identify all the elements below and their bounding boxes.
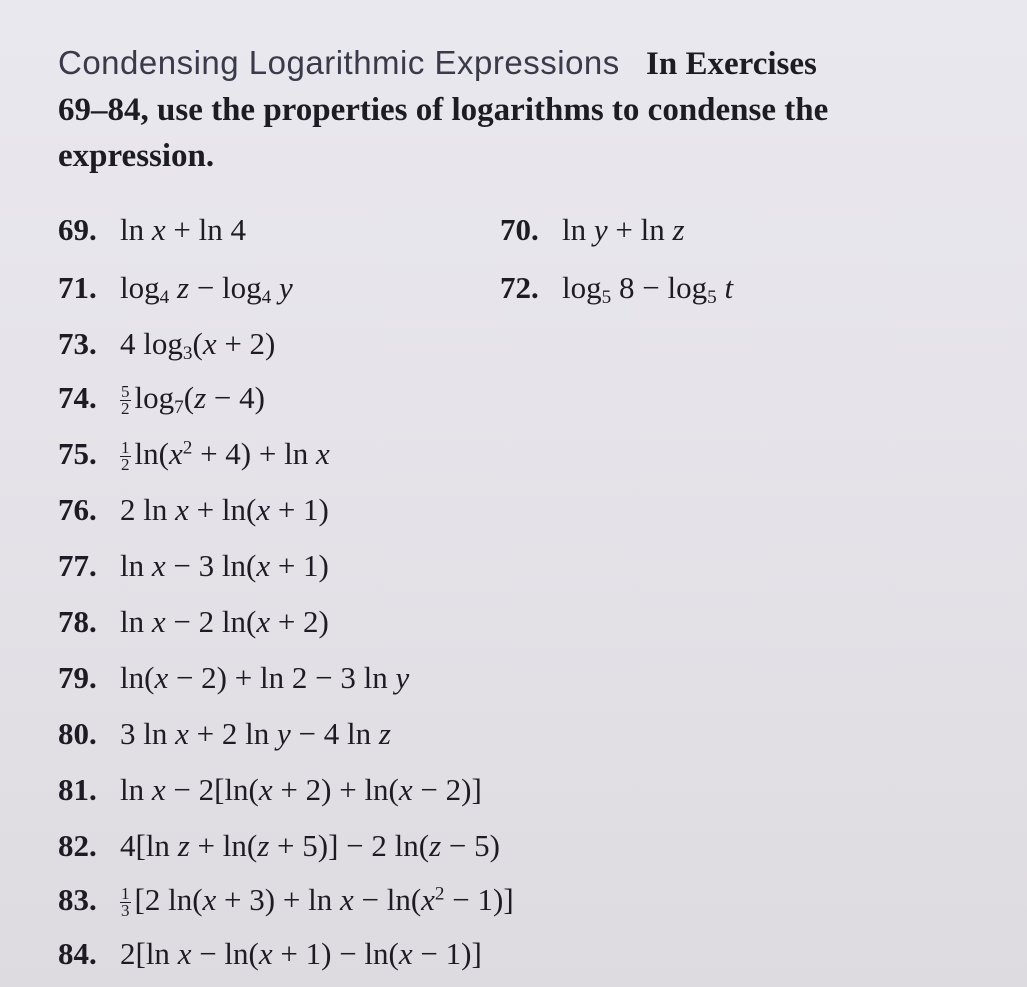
exercise-number: 71. [58, 270, 97, 305]
exercise-83 [58, 882, 514, 920]
exercise-75 [58, 436, 330, 474]
exercise-80 [58, 716, 391, 752]
exercise-72 [500, 270, 733, 306]
instruction-lead: In Exercises [646, 46, 817, 82]
exercise-71 [58, 270, 293, 306]
exercise-73 [58, 326, 275, 362]
exercise-number: 78. [58, 604, 97, 639]
exercise-expression: $\frac{1}{2}$ $\ln(x^2 + 4) + \ln x$ [121, 436, 330, 475]
exercise-69 [58, 212, 246, 248]
exercise-79 [58, 660, 409, 696]
exercise-expression: ln y + ln z [562, 212, 685, 247]
exercise-84 [58, 936, 482, 972]
exercise-78 [58, 604, 329, 640]
exercise-number: 73. [58, 326, 97, 361]
exercise-76 [58, 492, 329, 528]
exercise-expression: 3 ln x + 2 ln y − 4 ln z [120, 716, 391, 751]
section-title: Condensing Logarithmic Expressions [58, 44, 620, 81]
exercise-77 [58, 548, 329, 584]
exercise-number: 83. [58, 882, 97, 917]
exercise-expression: 2[ln x − ln(x + 1) − ln(x − 1)] [120, 936, 482, 971]
exercise-expression: $\frac{5}{2}$ $\log_7(z - 4)$ [121, 380, 265, 419]
exercise-expression: 4 $\log_3(x + 2)$ [120, 326, 276, 364]
exercise-expression: $\frac{1}{3}$ [2 $\ln(x + 3) + \ln x - \ln(x^2 - 1)$] [121, 882, 514, 921]
exercise-expression: 2 ln x + ln(x + 1) [120, 492, 329, 527]
exercise-expression: ln x − 2 ln(x + 2) [120, 604, 329, 639]
exercise-expression: $\log_4 z - \log_4 y$ [120, 270, 293, 308]
exercise-number: 75. [58, 436, 97, 471]
exercise-number: 80. [58, 716, 97, 751]
exercise-74 [58, 380, 265, 418]
exercise-number: 81. [58, 772, 97, 807]
exercise-82 [58, 828, 500, 864]
exercise-number: 79. [58, 660, 97, 695]
exercise-expression: ln(x − 2) + ln 2 − 3 ln y [120, 660, 410, 695]
exercise-expression: ln x + ln 4 [120, 212, 246, 247]
exercise-number: 82. [58, 828, 97, 863]
exercise-number: 84. [58, 936, 97, 971]
exercise-instructions [58, 40, 988, 179]
exercise-expression: $\log_5 8 - \log_5 t$ [562, 270, 734, 308]
exercise-expression: ln x − 2[ln(x + 2) + ln(x − 2)] [120, 772, 482, 807]
exercise-number: 74. [58, 380, 97, 415]
instruction-text: 69–84, use the properties of logarithms to condense the [58, 92, 829, 128]
exercise-81 [58, 772, 482, 808]
instruction-text-end: expression. [58, 138, 215, 174]
exercise-number: 69. [58, 212, 97, 247]
exercise-expression: 4[ln z + ln(z + 5)] − 2 ln(z − 5) [120, 828, 500, 863]
exercise-number: 76. [58, 492, 97, 527]
exercise-70 [500, 212, 685, 248]
exercise-number: 72. [500, 270, 539, 305]
exercise-number: 77. [58, 548, 97, 583]
exercise-number: 70. [500, 212, 539, 247]
exercise-expression: ln x − 3 ln(x + 1) [120, 548, 329, 583]
